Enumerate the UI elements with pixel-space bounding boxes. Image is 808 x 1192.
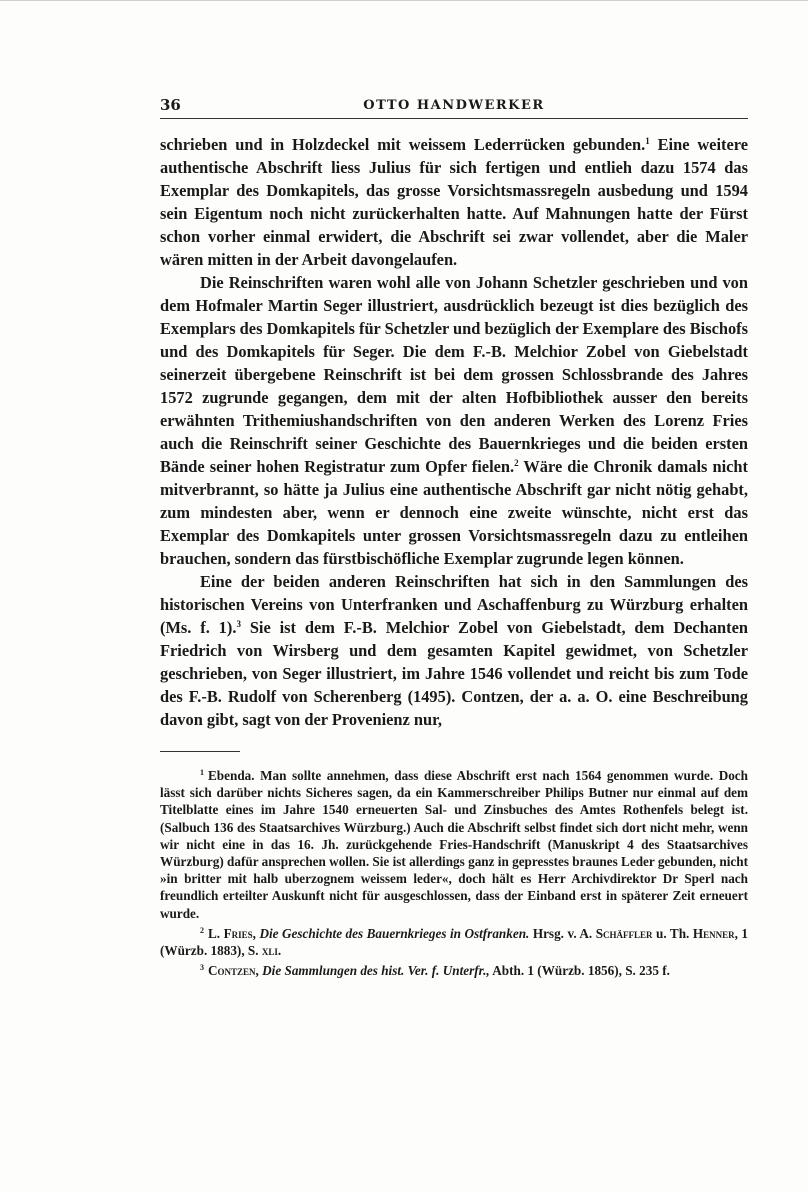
footnote-ref-2: 2 [514,458,519,468]
main-text [160,133,748,731]
paragraph-2-text-b: Wäre die Chronik damals nicht mitverbrannt, so hätte ja Julius eine authentische Abschrift gar nicht nötig gehabt, zum mindesten aber, wenn er dennoch eine zweite wünschte, nicht erst das Exemplar des Domkapitels unter grossen Vorsichtsmassregeln dazu zu entleihen brauchen, sondern das fürstbischöfliche Exemplar zugrunde legen können. [160,457,748,568]
footnote-divider [160,751,240,752]
footnote-2-page: xli [261,943,278,959]
footnote-2-mid-2: u. Th. [652,925,693,941]
footnote-2-author: L. Fries, [208,925,256,941]
paragraph-1 [160,133,748,271]
footnote-ref-3: 3 [236,619,241,629]
footnote-2-editor-1: Schäffler [595,925,653,941]
footnote-3 [160,959,748,979]
footnote-2-editor-2: Henner [692,925,735,941]
footnote-2-end: . [277,943,282,959]
paragraph-2-text-a: Die Reinschriften waren wohl alle von Johann Schetzler geschrieben und von dem Hofmaler Martin Seger illustriert, ausdrücklich bezeugt ist dies bezüglich des Exemplars des Domkapitels für Schetzler und bezüglich der Exemplare des Bischofs und des Domkapitels für Seger. Die dem F.-B. Melchior Zobel von Giebelstadt seinerzeit übergebene Reinschrift ist bei dem grossen Schlossbrande des Jahres 1572 zugrunde gegangen, dem mit der alten Hofbibliothek ausser den bereits erwähnten Trithemiushandschriften von den anderen Werken des Lorenz Fries auch die Reinschrift seiner Geschichte des Bauernkrieges und die beiden ersten Bände seiner hohen Registratur zum Opfer fielen. [160,273,748,476]
footnote-2-tail: , 1 (Würzb. 1883), S. [160,925,749,959]
page-number: 36 [160,96,181,114]
paragraph-3-text-a: Eine der beiden anderen Reinschriften hat sich in den Sammlungen des historischen Vereins von Unterfranken und Aschaffenburg zu Würzburg erhalten (Ms. f. 1). [160,572,748,637]
footnotes [160,764,748,979]
footnote-2-number: 2 [200,925,204,935]
footnote-2-title: Die Geschichte des Bauernkrieges in Ostfranken. [259,925,530,941]
running-header [160,96,748,119]
footnote-2 [160,922,748,959]
footnote-2-mid: Hrsg. v. A. [529,925,596,941]
paragraph-3-text-b: Sie ist dem F.-B. Melchior Zobel von Giebelstadt, dem Dechanten Friedrich von Wirsberg und dem gesamten Kapitel gewidmet, von Schetzler geschrieben, von Seger illustriert, im Jahre 1546 vollendet und reicht bis zum Tode des F.-B. Rudolf von Scherenberg (1495). Contzen, der a. a. O. eine Beschreibung davon gibt, sagt von der Provenienz nur, [160,618,748,729]
scan-edge [0,0,808,1]
footnote-3-number: 3 [200,963,204,973]
footnote-3-title: Die Sammlungen des hist. Ver. f. Unterfr., [262,963,490,979]
paragraph-2 [160,271,748,570]
footnote-3-tail: Abth. 1 (Würzb. 1856), S. 235 f. [489,963,670,979]
running-head-title: OTTO HANDWERKER [363,98,545,113]
page [160,96,748,979]
paragraph-1-text-a: schrieben und in Holzdeckel mit weissem Lederrücken gebunden. [160,135,646,154]
footnote-1-text: Ebenda. Man sollte annehmen, dass diese Abschrift erst nach 1564 genommen wurde. Doch lässt sich darüber nichts Sicheres sagen, da ein Kammerschreiber Philips Butner nur einmal auf dem Titelblatte eines im Jahre 1540 erneuerten Sal- und Zinsbuches des Amtes Rothenfels belegt ist. (Salbuch 136 des Staatsarchives Würzburg.) Auch die Abschrift selbst findet sich dort nicht mehr, wenn wir nicht eine in das 16. Jh. zurückgehende Fries-Handschrift (Manuskript 4 des Staatsarchives Würzburg) dafür ansprechen wollen. Sie ist allerdings ganz in gepresstes braunes Leder gebunden, nicht »in britter mit halb uberzognem weissem leder«, doch hält es Herr Archivdirektor Dr Sperl nach freundlich erteilter Auskunft nicht für ausgeschlossen, dass der Einband erst in späterer Zeit erneuert wurde. [160,768,748,921]
footnote-ref-1: 1 [645,136,650,146]
footnote-1 [160,764,748,922]
footnote-1-number: 1 [200,768,204,777]
paragraph-3 [160,570,748,731]
footnote-3-author: Contzen, [208,963,259,979]
paragraph-1-text-b: Eine weitere authentische Abschrift liess Julius für sich fertigen und entlieh dazu 1574 das Exemplar des Domkapitels, das grosse Vorsichtsmassregeln ausbedung und 1594 sein Eigentum noch nicht zurückerhalten hatte. Auf Mahnungen hatte der Fürst schon vorher einmal erwidert, die Abschrift sei zwar vollendet, aber die Maler wären mitten in der Arbeit davongelaufen. [160,135,748,269]
